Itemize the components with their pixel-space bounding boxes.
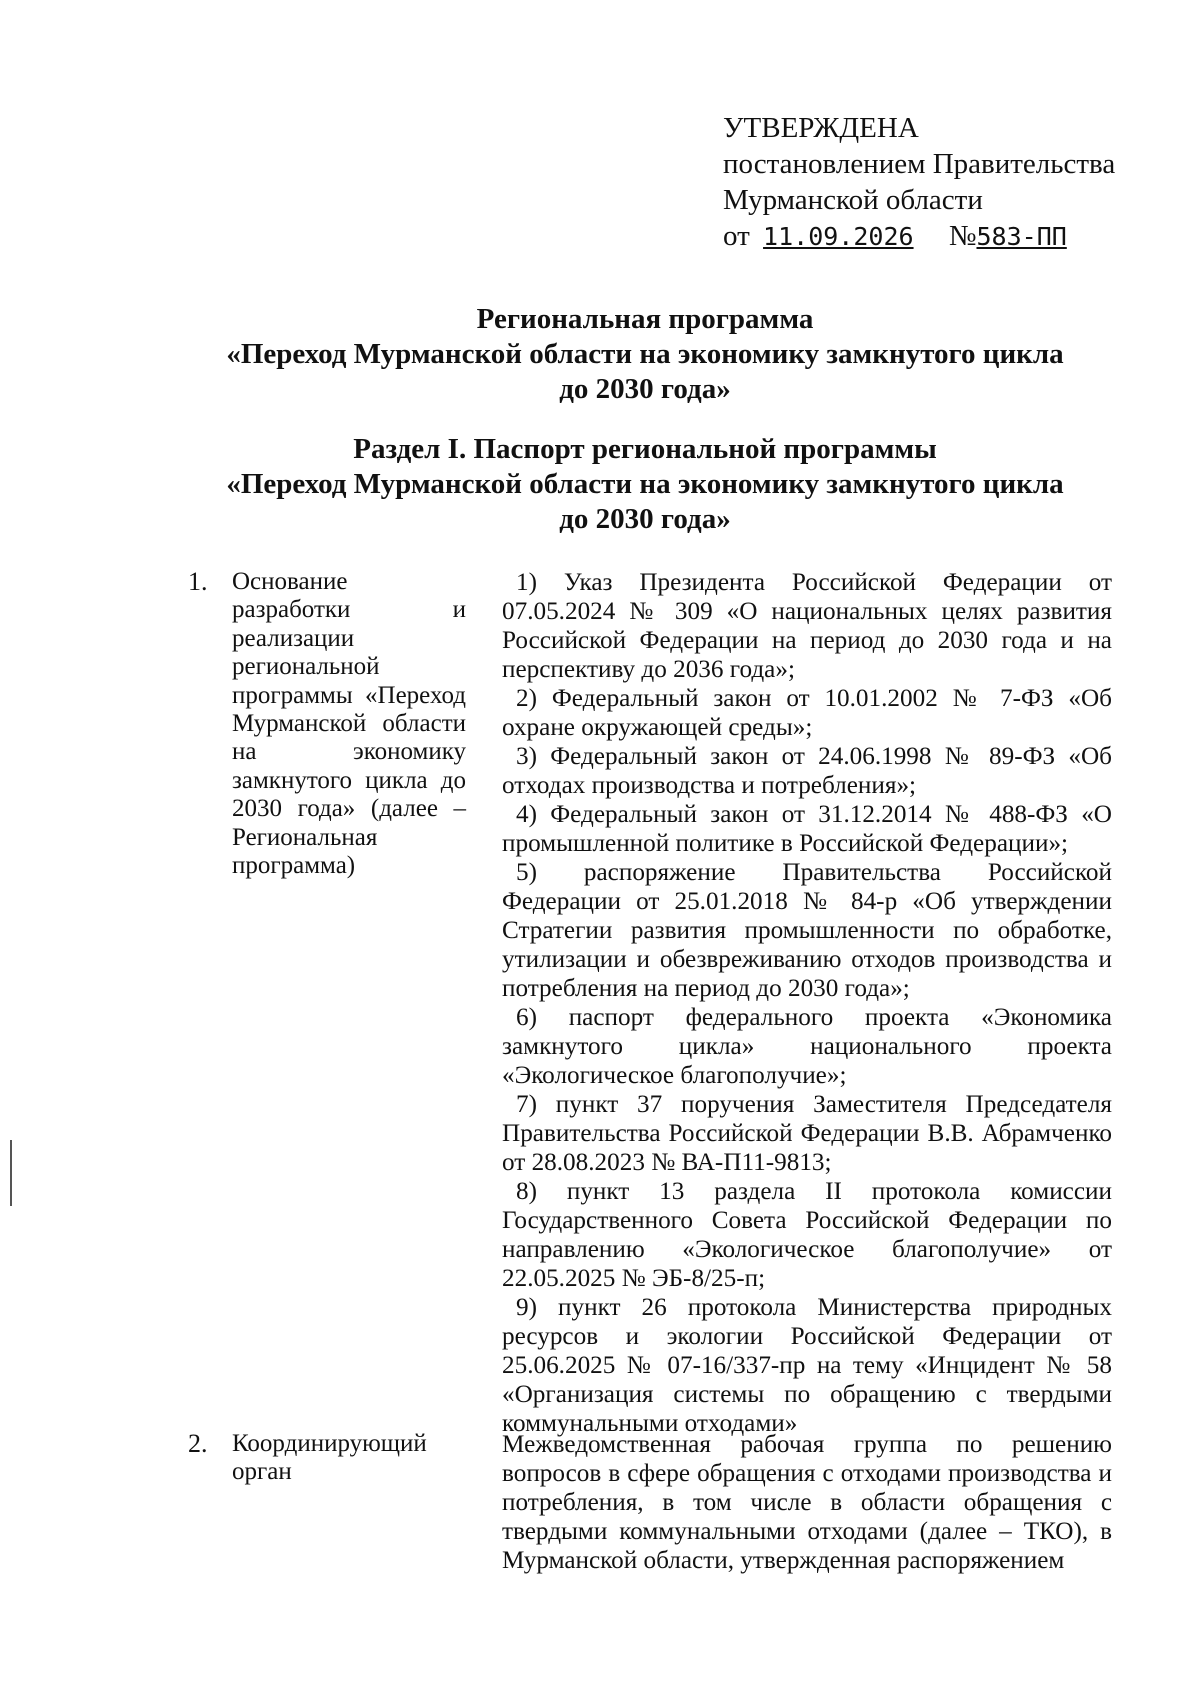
- list-item: 7) пункт 37 поручения Заместителя Председателя Правительства Российской Федерации В.В. Абрамченко от 28.08.2023 № ВА-П11-9813;: [502, 1091, 1112, 1176]
- approval-heading: УТВЕРЖДЕНА: [723, 112, 919, 144]
- program-title: [180, 302, 1110, 407]
- approval-stamp: [723, 110, 1115, 255]
- number-sign: №: [948, 220, 977, 252]
- list-item: 2) Федеральный закон от 10.01.2002 № 7-ФЗ «Об охране окружающей среды»;: [502, 685, 1112, 741]
- passport-row-label: Основание разработки и реализации региональной программы «Переход Мурманской области на экономику замкнутого цикла до 2030 года» (далее – Региональная программа): [232, 568, 466, 880]
- approval-issuer-line: постановлением Правительства: [723, 148, 1116, 180]
- list-item: 5) распоряжение Правительства Российской Федерации от 25.01.2018 № 84-р «Об утверждении Стратегии развития промышленности по обработке, утилизации и обезвреживанию отходов производства и потребления на период до 2030 года»;: [502, 859, 1112, 1002]
- program-title-line-2: «Переход Мурманской области на экономику замкнутого цикла: [226, 338, 1064, 370]
- passport-row-number: 2.: [188, 1429, 208, 1458]
- section-title-line-1: Раздел I. Паспорт региональной программы: [353, 433, 937, 465]
- section-title-line-3: до 2030 года»: [559, 503, 731, 535]
- list-item: 6) паспорт федерального проекта «Экономика замкнутого цикла» национального проекта «Экологическое благополучие»;: [502, 1004, 1112, 1089]
- passport-row-content: [502, 1430, 1112, 1575]
- scan-margin-mark: [10, 1140, 12, 1206]
- approval-date-line: [723, 218, 1115, 255]
- list-item: Межведомственная рабочая группа по решению вопросов в сфере обращения с отходами производства и потребления, в том числе в области обращения с твердыми коммунальными отходами (далее – ТКО), в Мурманской области, утвержденная распоряжением: [502, 1431, 1112, 1574]
- date-prefix: от: [723, 220, 750, 252]
- list-item: 8) пункт 13 раздела II протокола комиссии Государственного Совета Российской Федерации по направлению «Экологическое благополучие» от 22.05.2025 № ЭБ-8/25-п;: [502, 1178, 1112, 1292]
- approval-region-line: Мурманской области: [723, 184, 983, 216]
- approval-number: 583-ПП: [976, 222, 1067, 251]
- program-title-line-3: до 2030 года»: [559, 373, 731, 405]
- list-item: 1) Указ Президента Российской Федерации от 07.05.2024 № 309 «О национальных целях развития Российской Федерации на период до 2030 года и на перспективу до 2036 года»;: [502, 569, 1112, 683]
- passport-row-label: Координирующий орган: [232, 1430, 427, 1486]
- program-title-line-1: Региональная программа: [476, 303, 814, 335]
- approval-date: 11.09.2026: [763, 222, 914, 251]
- list-item: 4) Федеральный закон от 31.12.2014 № 488-ФЗ «О промышленной политике в Российской Федерации»;: [502, 801, 1112, 857]
- section-title: [180, 432, 1110, 537]
- section-title-line-2: «Переход Мурманской области на экономику замкнутого цикла: [226, 468, 1064, 500]
- list-item: 3) Федеральный закон от 24.06.1998 № 89-ФЗ «Об отходах производства и потребления»;: [502, 743, 1112, 799]
- passport-row-number: 1.: [188, 567, 208, 596]
- passport-row-content: [502, 568, 1112, 1438]
- list-item: 9) пункт 26 протокола Министерства природных ресурсов и экологии Российской Федерации от 25.06.2025 № 07-16/337-пр на тему «Инцидент № 58 «Организация системы по обращению с твердыми коммунальными отходами»: [502, 1294, 1112, 1437]
